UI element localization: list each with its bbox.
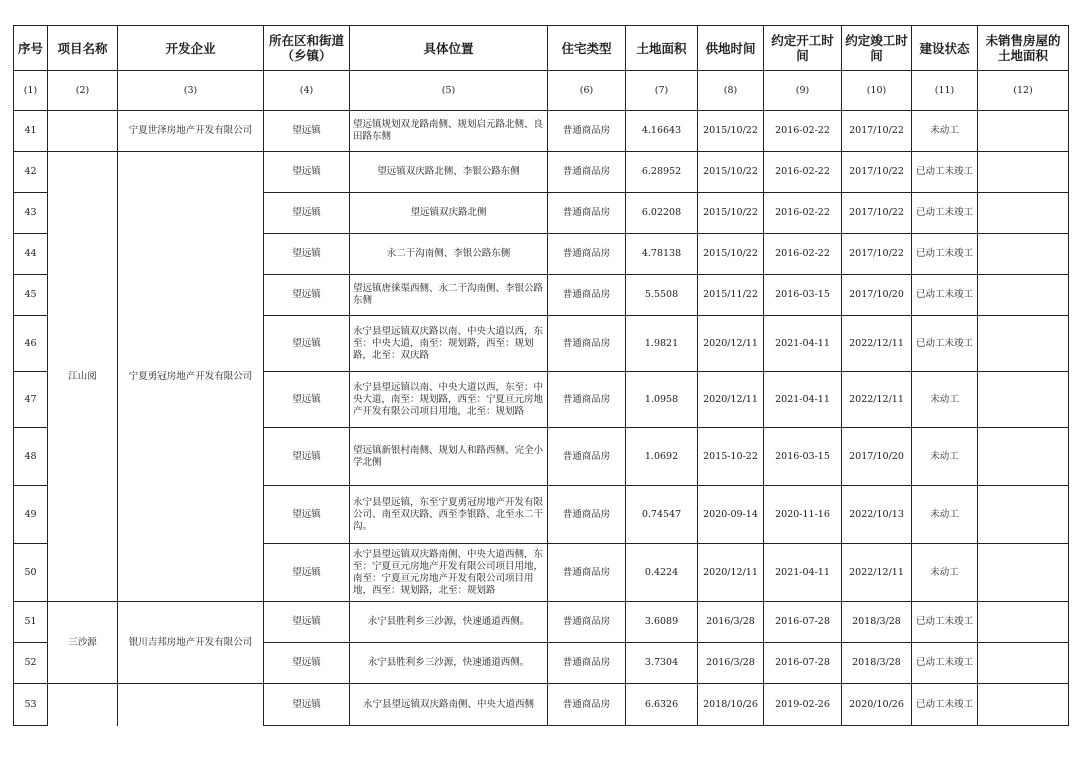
land-area: 0.74547 <box>626 486 698 544</box>
district: 望远镇 <box>264 152 350 193</box>
finish-date: 2017/10/22 <box>842 234 912 275</box>
location: 永二干沟南侧、李银公路东侧 <box>350 234 548 275</box>
land-area: 1.9821 <box>626 316 698 372</box>
column-number: (1) <box>14 71 48 111</box>
build-status: 已动工未竣工 <box>912 684 978 726</box>
column-number: (9) <box>764 71 842 111</box>
unsold-area <box>978 275 1069 316</box>
column-number: (5) <box>350 71 548 111</box>
location: 望远镇唐徕渠西侧、永二干沟南侧、李银公路东侧 <box>350 275 548 316</box>
housing-type: 普通商品房 <box>548 602 626 643</box>
location: 望远镇新银村南侧、规划人和路西侧、完全小学北侧 <box>350 428 548 486</box>
location: 望远镇双庆路北侧 <box>350 193 548 234</box>
build-status: 已动工未竣工 <box>912 316 978 372</box>
district: 望远镇 <box>264 193 350 234</box>
start-date: 2016-07-28 <box>764 643 842 684</box>
district: 望远镇 <box>264 602 350 643</box>
unsold-area <box>978 372 1069 428</box>
supply-date: 2016/3/28 <box>698 602 764 643</box>
row-number: 50 <box>14 544 48 602</box>
build-status: 已动工未竣工 <box>912 152 978 193</box>
start-date: 2016-03-15 <box>764 275 842 316</box>
header-cell: 供地时间 <box>698 26 764 71</box>
supply-date: 2015/10/22 <box>698 111 764 152</box>
start-date: 2016-03-15 <box>764 428 842 486</box>
supply-date: 2015/10/22 <box>698 234 764 275</box>
district: 望远镇 <box>264 428 350 486</box>
column-number-row <box>14 71 1069 111</box>
land-area: 0.4224 <box>626 544 698 602</box>
unsold-area <box>978 602 1069 643</box>
supply-date: 2020-09-14 <box>698 486 764 544</box>
district: 望远镇 <box>264 111 350 152</box>
start-date: 2021-04-11 <box>764 316 842 372</box>
build-status: 已动工未竣工 <box>912 275 978 316</box>
supply-date: 2020/12/11 <box>698 544 764 602</box>
row-number: 53 <box>14 684 48 726</box>
finish-date: 2018/3/28 <box>842 643 912 684</box>
row-number: 48 <box>14 428 48 486</box>
table-row <box>14 111 1069 152</box>
supply-date: 2020/12/11 <box>698 316 764 372</box>
land-area: 5.5508 <box>626 275 698 316</box>
header-cell: 开发企业 <box>118 26 264 71</box>
location: 永宁县望远镇双庆路以南、中央大道以西，东至：中央大道，南至：规划路，西至：规划路，北至：双庆路 <box>350 316 548 372</box>
row-number: 43 <box>14 193 48 234</box>
start-date: 2020-11-16 <box>764 486 842 544</box>
location: 望远镇规划双龙路南侧、规划启元路北侧、良田路东侧 <box>350 111 548 152</box>
table-row <box>14 684 1069 726</box>
location: 永宁县望远镇双庆路南侧、中央大道西侧 <box>350 684 548 726</box>
unsold-area <box>978 152 1069 193</box>
build-status: 已动工未竣工 <box>912 643 978 684</box>
housing-type: 普通商品房 <box>548 234 626 275</box>
unsold-area <box>978 428 1069 486</box>
housing-type: 普通商品房 <box>548 643 626 684</box>
finish-date: 2022/12/11 <box>842 372 912 428</box>
finish-date: 2018/3/28 <box>842 602 912 643</box>
land-area: 6.02208 <box>626 193 698 234</box>
finish-date: 2017/10/20 <box>842 275 912 316</box>
start-date: 2021-04-11 <box>764 544 842 602</box>
location: 望远镇双庆路北侧、李银公路东侧 <box>350 152 548 193</box>
column-number: (2) <box>48 71 118 111</box>
header-cell: 具体位置 <box>350 26 548 71</box>
build-status: 已动工未竣工 <box>912 234 978 275</box>
land-area: 4.78138 <box>626 234 698 275</box>
unsold-area <box>978 544 1069 602</box>
header-cell: 约定竣工时间 <box>842 26 912 71</box>
project-name <box>48 684 118 726</box>
housing-type: 普通商品房 <box>548 544 626 602</box>
row-number: 44 <box>14 234 48 275</box>
land-area: 6.6326 <box>626 684 698 726</box>
column-number: (6) <box>548 71 626 111</box>
header-cell: 所在区和街道（乡镇） <box>264 26 350 71</box>
header-row <box>14 26 1069 71</box>
district: 望远镇 <box>264 234 350 275</box>
housing-type: 普通商品房 <box>548 486 626 544</box>
housing-type: 普通商品房 <box>548 428 626 486</box>
build-status: 未动工 <box>912 111 978 152</box>
row-number: 42 <box>14 152 48 193</box>
row-number: 46 <box>14 316 48 372</box>
build-status: 已动工未竣工 <box>912 193 978 234</box>
build-status: 已动工未竣工 <box>912 602 978 643</box>
header-cell: 约定开工时间 <box>764 26 842 71</box>
land-area: 1.0692 <box>626 428 698 486</box>
district: 望远镇 <box>264 544 350 602</box>
column-number: (10) <box>842 71 912 111</box>
housing-type: 普通商品房 <box>548 152 626 193</box>
build-status: 未动工 <box>912 428 978 486</box>
start-date: 2016-02-22 <box>764 152 842 193</box>
row-number: 51 <box>14 602 48 643</box>
finish-date: 2020/10/26 <box>842 684 912 726</box>
housing-type: 普通商品房 <box>548 275 626 316</box>
start-date: 2016-02-22 <box>764 193 842 234</box>
location: 永宁县望远镇双庆路南侧、中央大道西侧，东至：宁夏亘元房地产开发有限公司项目用地，南至：宁夏亘元房地产开发有限公司项目用地，西至：规划路，北至：规划路 <box>350 544 548 602</box>
land-area: 3.6089 <box>626 602 698 643</box>
unsold-area <box>978 316 1069 372</box>
developer: 宁夏勇冠房地产开发有限公司 <box>118 152 264 602</box>
supply-date: 2015-10-22 <box>698 428 764 486</box>
housing-type: 普通商品房 <box>548 372 626 428</box>
start-date: 2021-04-11 <box>764 372 842 428</box>
start-date: 2016-02-22 <box>764 234 842 275</box>
build-status: 未动工 <box>912 372 978 428</box>
project-name: 三沙源 <box>48 602 118 684</box>
column-number: (7) <box>626 71 698 111</box>
finish-date: 2022/10/13 <box>842 486 912 544</box>
developer <box>118 684 264 726</box>
row-number: 45 <box>14 275 48 316</box>
location: 永宁县胜利乡三沙源，快速通道西侧。 <box>350 643 548 684</box>
unsold-area <box>978 486 1069 544</box>
finish-date: 2017/10/22 <box>842 193 912 234</box>
land-area: 4.16643 <box>626 111 698 152</box>
unsold-area <box>978 193 1069 234</box>
location: 永宁县胜利乡三沙源，快速通道西侧。 <box>350 602 548 643</box>
header-cell: 土地面积 <box>626 26 698 71</box>
header-cell: 住宅类型 <box>548 26 626 71</box>
header-cell: 项目名称 <box>48 26 118 71</box>
supply-date: 2015/10/22 <box>698 152 764 193</box>
district: 望远镇 <box>264 486 350 544</box>
supply-date: 2015/11/22 <box>698 275 764 316</box>
location: 永宁县望远镇，东至宁夏勇冠房地产开发有限公司、南至双庆路、西至李银路、北至永二干沟。 <box>350 486 548 544</box>
column-number: (8) <box>698 71 764 111</box>
finish-date: 2022/12/11 <box>842 544 912 602</box>
supply-date: 2018/10/26 <box>698 684 764 726</box>
finish-date: 2017/10/22 <box>842 111 912 152</box>
housing-type: 普通商品房 <box>548 193 626 234</box>
start-date: 2016-02-22 <box>764 111 842 152</box>
table-row <box>14 602 1069 643</box>
row-number: 52 <box>14 643 48 684</box>
land-area: 3.7304 <box>626 643 698 684</box>
project-name: 江山阅 <box>48 152 118 602</box>
unsold-area <box>978 684 1069 726</box>
build-status: 未动工 <box>912 486 978 544</box>
housing-type: 普通商品房 <box>548 684 626 726</box>
column-number: (4) <box>264 71 350 111</box>
district: 望远镇 <box>264 643 350 684</box>
project-name <box>48 111 118 152</box>
land-area: 6.28952 <box>626 152 698 193</box>
supply-date: 2016/3/28 <box>698 643 764 684</box>
district: 望远镇 <box>264 275 350 316</box>
developer: 银川吉邦房地产开发有限公司 <box>118 602 264 684</box>
district: 望远镇 <box>264 316 350 372</box>
row-number: 47 <box>14 372 48 428</box>
location: 永宁县望远镇以南、中央大道以西，东至：中央大道，南至：规划路，西至：宁夏亘元房地产开发有限公司项目用地，北至：规划路 <box>350 372 548 428</box>
header-cell: 未销售房屋的土地面积 <box>978 26 1069 71</box>
header-cell: 建设状态 <box>912 26 978 71</box>
start-date: 2019-02-26 <box>764 684 842 726</box>
developer: 宁夏世泽房地产开发有限公司 <box>118 111 264 152</box>
supply-date: 2020/12/11 <box>698 372 764 428</box>
row-number: 49 <box>14 486 48 544</box>
unsold-area <box>978 234 1069 275</box>
finish-date: 2017/10/20 <box>842 428 912 486</box>
column-number: (12) <box>978 71 1069 111</box>
table-row <box>14 152 1069 193</box>
column-number: (3) <box>118 71 264 111</box>
supply-date: 2015/10/22 <box>698 193 764 234</box>
finish-date: 2017/10/22 <box>842 152 912 193</box>
unsold-area <box>978 111 1069 152</box>
housing-type: 普通商品房 <box>548 111 626 152</box>
housing-type: 普通商品房 <box>548 316 626 372</box>
start-date: 2016-07-28 <box>764 602 842 643</box>
finish-date: 2022/12/11 <box>842 316 912 372</box>
district: 望远镇 <box>264 684 350 726</box>
build-status: 未动工 <box>912 544 978 602</box>
header-cell: 序号 <box>14 26 48 71</box>
land-area: 1.0958 <box>626 372 698 428</box>
unsold-area <box>978 643 1069 684</box>
column-number: (11) <box>912 71 978 111</box>
land-supply-table <box>13 25 1069 726</box>
row-number: 41 <box>14 111 48 152</box>
district: 望远镇 <box>264 372 350 428</box>
